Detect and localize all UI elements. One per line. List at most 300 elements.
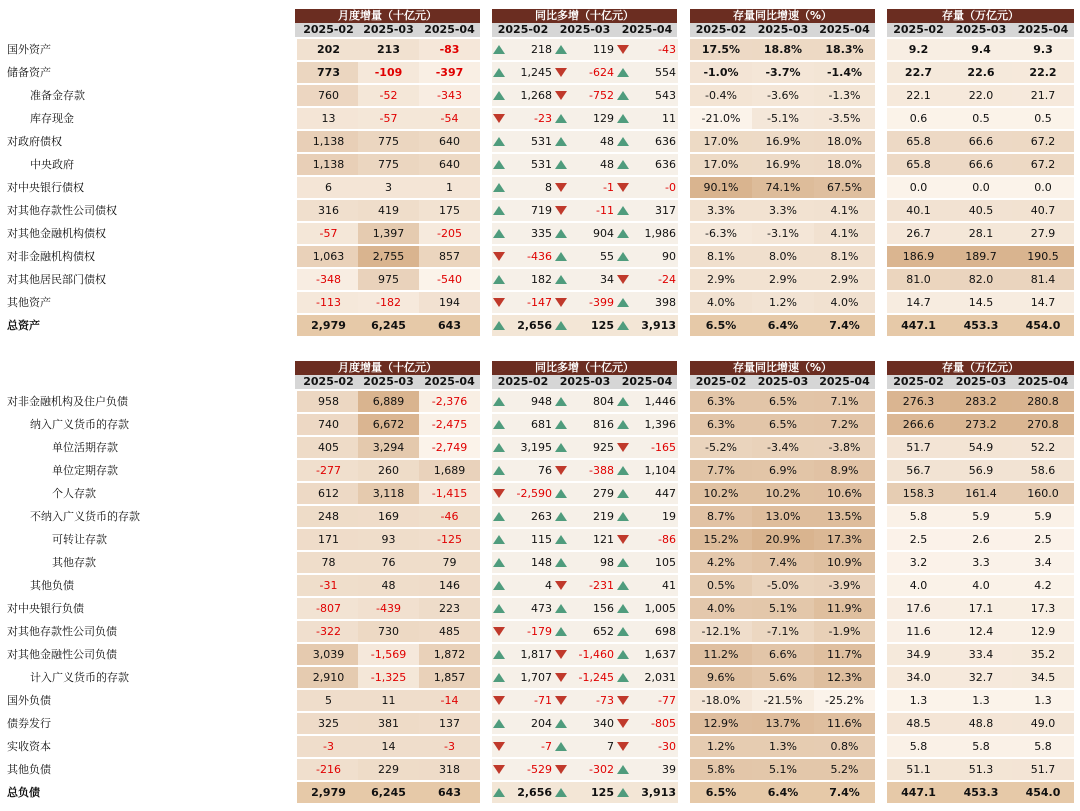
month-header-cell: 2025-03 <box>757 375 809 388</box>
growth-cell: 18.0% <box>814 154 875 175</box>
growth-cell: -7.1% <box>752 621 814 642</box>
down-arrow-icon <box>616 177 630 198</box>
stock-cell: 4.2 <box>1012 575 1074 596</box>
inc-cell: -83 <box>419 39 480 60</box>
group-header-inc: 月度增量（十亿元） <box>295 361 480 375</box>
growth-cell: 6.6% <box>752 644 814 665</box>
month-header-cell: 2025-04 <box>1017 23 1069 36</box>
stock-cell: 22.2 <box>1012 62 1074 83</box>
yoy-cell <box>616 108 678 129</box>
up-arrow-icon <box>554 414 568 435</box>
inc-cell: -277 <box>297 460 360 481</box>
yoy-cell <box>616 460 678 481</box>
growth-cell: 13.7% <box>752 713 814 734</box>
up-arrow-icon <box>554 223 568 244</box>
growth-cell: -3.4% <box>752 437 814 458</box>
up-arrow-icon <box>492 62 506 83</box>
growth-cell: -21.5% <box>752 690 814 711</box>
up-arrow-icon <box>616 391 630 412</box>
yoy-cell <box>554 506 616 527</box>
up-arrow-icon <box>492 391 506 412</box>
row-label: 储备资产 <box>7 66 51 79</box>
yoy-cell <box>492 713 554 734</box>
growth-cell: 7.1% <box>814 391 875 412</box>
inc-cell: -322 <box>297 621 360 642</box>
yoy-value: 925 <box>593 441 614 454</box>
yoy-cell <box>616 177 678 198</box>
up-arrow-icon <box>492 644 506 665</box>
stock-cell: 454.0 <box>1012 782 1074 803</box>
up-arrow-icon <box>616 62 630 83</box>
yoy-cell <box>492 39 554 60</box>
up-arrow-icon <box>616 414 630 435</box>
yoy-cell <box>616 713 678 734</box>
yoy-value: 3,913 <box>641 319 676 332</box>
up-arrow-icon <box>492 200 506 221</box>
yoy-value: 279 <box>593 487 614 500</box>
yoy-cell <box>554 108 616 129</box>
yoy-value: -73 <box>596 694 614 707</box>
up-arrow-icon <box>554 552 568 573</box>
inc-cell: -1,325 <box>358 667 419 688</box>
stock-cell: 51.7 <box>1012 759 1074 780</box>
stock-cell: 3.3 <box>950 552 1012 573</box>
yoy-cell <box>492 108 554 129</box>
row-label: 对其他金融性公司负债 <box>7 648 117 661</box>
row-label: 国外资产 <box>7 43 51 56</box>
up-arrow-icon <box>616 223 630 244</box>
inc-cell: 146 <box>419 575 480 596</box>
yoy-cell <box>492 391 554 412</box>
month-header-cell: 2025-04 <box>1017 375 1069 388</box>
inc-cell: -1,569 <box>358 644 419 665</box>
stock-cell: 1.3 <box>1012 690 1074 711</box>
inc-cell: 643 <box>419 782 480 803</box>
inc-cell: -3 <box>419 736 480 757</box>
yoy-cell <box>554 690 616 711</box>
stock-cell: 5.8 <box>887 736 950 757</box>
yoy-value: -388 <box>589 464 614 477</box>
yoy-value: 816 <box>593 418 614 431</box>
inc-cell: -439 <box>358 598 419 619</box>
stock-cell: 51.3 <box>950 759 1012 780</box>
yoy-value: 1,986 <box>644 227 676 240</box>
up-arrow-icon <box>616 108 630 129</box>
stock-cell: 33.4 <box>950 644 1012 665</box>
growth-cell: 18.3% <box>814 39 875 60</box>
yoy-value: 531 <box>531 135 552 148</box>
yoy-cell <box>492 437 554 458</box>
stock-cell: 158.3 <box>887 483 950 504</box>
growth-cell: 4.2% <box>690 552 752 573</box>
inc-cell: 3,118 <box>358 483 419 504</box>
stock-cell: 81.0 <box>887 269 950 290</box>
yoy-cell <box>616 759 678 780</box>
liabilities-row <box>0 551 1080 574</box>
up-arrow-icon <box>492 85 506 106</box>
row-label: 纳入广义货币的存款 <box>30 418 129 431</box>
stock-cell: 14.7 <box>1012 292 1074 313</box>
inc-cell: 325 <box>297 713 360 734</box>
inc-cell: 775 <box>358 131 419 152</box>
up-arrow-icon <box>616 483 630 504</box>
yoy-value: 3,195 <box>520 441 552 454</box>
growth-cell: 9.6% <box>690 667 752 688</box>
growth-cell: 2.9% <box>690 269 752 290</box>
up-arrow-icon <box>616 131 630 152</box>
yoy-value: 1,817 <box>520 648 552 661</box>
yoy-value: 335 <box>531 227 552 240</box>
up-arrow-icon <box>616 292 630 313</box>
down-arrow-icon <box>554 62 568 83</box>
yoy-cell <box>554 736 616 757</box>
up-arrow-icon <box>554 39 568 60</box>
up-arrow-icon <box>492 529 506 550</box>
yoy-value: 398 <box>655 296 676 309</box>
inc-cell: -54 <box>419 108 480 129</box>
row-label: 可转让存款 <box>52 533 107 546</box>
yoy-value: -43 <box>658 43 676 56</box>
stock-cell: 454.0 <box>1012 315 1074 336</box>
stock-cell: 14.7 <box>887 292 950 313</box>
yoy-cell <box>492 85 554 106</box>
stock-cell: 17.6 <box>887 598 950 619</box>
inc-cell: 958 <box>297 391 360 412</box>
yoy-value: -1,460 <box>578 648 614 661</box>
growth-cell: -5.2% <box>690 437 752 458</box>
stock-cell: 0.0 <box>887 177 950 198</box>
liabilities-row <box>0 735 1080 758</box>
liabilities-row <box>0 505 1080 528</box>
stock-cell: 0.5 <box>950 108 1012 129</box>
yoy-value: 1,637 <box>644 648 676 661</box>
stock-cell: 17.1 <box>950 598 1012 619</box>
yoy-value: 41 <box>662 579 676 592</box>
yoy-cell <box>554 131 616 152</box>
month-header-cell: 2025-02 <box>497 375 549 388</box>
stock-cell: 66.6 <box>950 154 1012 175</box>
growth-cell: 13.0% <box>752 506 814 527</box>
growth-cell: 6.4% <box>752 315 814 336</box>
growth-cell: 0.8% <box>814 736 875 757</box>
yoy-cell <box>616 644 678 665</box>
up-arrow-icon <box>492 598 506 619</box>
month-header-cell: 2025-04 <box>621 375 673 388</box>
month-header-cell: 2025-02 <box>497 23 549 36</box>
stock-cell: 35.2 <box>1012 644 1074 665</box>
yoy-value: 98 <box>600 556 614 569</box>
yoy-cell <box>616 246 678 267</box>
yoy-cell <box>554 667 616 688</box>
yoy-cell <box>616 391 678 412</box>
inc-cell: 740 <box>297 414 360 435</box>
stock-cell: 40.5 <box>950 200 1012 221</box>
inc-cell: 381 <box>358 713 419 734</box>
yoy-value: 76 <box>538 464 552 477</box>
yoy-cell <box>554 246 616 267</box>
inc-cell: 223 <box>419 598 480 619</box>
growth-cell: 4.0% <box>690 598 752 619</box>
stock-cell: 5.9 <box>1012 506 1074 527</box>
yoy-value: 719 <box>531 204 552 217</box>
yoy-cell <box>492 315 554 336</box>
inc-cell: -3 <box>297 736 360 757</box>
up-arrow-icon <box>492 315 506 336</box>
month-header-cell: 2025-03 <box>559 375 611 388</box>
yoy-cell <box>492 483 554 504</box>
growth-cell: 2.9% <box>752 269 814 290</box>
growth-cell: -21.0% <box>690 108 752 129</box>
yoy-cell <box>492 246 554 267</box>
growth-cell: -1.0% <box>690 62 752 83</box>
yoy-value: 554 <box>655 66 676 79</box>
stock-cell: 5.8 <box>950 736 1012 757</box>
growth-cell: 10.9% <box>814 552 875 573</box>
liabilities-row <box>0 413 1080 436</box>
down-arrow-icon <box>616 529 630 550</box>
growth-cell: -3.1% <box>752 223 814 244</box>
yoy-cell <box>554 713 616 734</box>
month-header-cell: 2025-03 <box>955 375 1007 388</box>
yoy-cell <box>554 483 616 504</box>
growth-cell: 18.0% <box>814 131 875 152</box>
growth-cell: -6.3% <box>690 223 752 244</box>
yoy-value: 1,245 <box>520 66 552 79</box>
yoy-cell <box>554 177 616 198</box>
inc-cell: 48 <box>358 575 419 596</box>
growth-cell: 5.2% <box>814 759 875 780</box>
yoy-value: 317 <box>655 204 676 217</box>
liabilities-row <box>0 459 1080 482</box>
growth-cell: 74.1% <box>752 177 814 198</box>
stock-cell: 28.1 <box>950 223 1012 244</box>
yoy-value: 48 <box>600 158 614 171</box>
stock-cell: 12.4 <box>950 621 1012 642</box>
yoy-value: 1,707 <box>520 671 552 684</box>
yoy-cell <box>554 154 616 175</box>
growth-cell: 16.9% <box>752 131 814 152</box>
stock-cell: 186.9 <box>887 246 950 267</box>
down-arrow-icon <box>492 736 506 757</box>
inc-cell: 1,872 <box>419 644 480 665</box>
yoy-value: 115 <box>531 533 552 546</box>
yoy-value: -30 <box>658 740 676 753</box>
inc-cell: 1,138 <box>297 154 360 175</box>
yoy-cell <box>554 644 616 665</box>
yoy-value: 340 <box>593 717 614 730</box>
liabilities-row <box>0 528 1080 551</box>
month-header-cell: 2025-03 <box>559 23 611 36</box>
yoy-value: -529 <box>527 763 552 776</box>
growth-cell: 6.3% <box>690 391 752 412</box>
yoy-cell <box>554 575 616 596</box>
inc-cell: 6 <box>297 177 360 198</box>
growth-cell: 6.5% <box>690 782 752 803</box>
inc-cell: 405 <box>297 437 360 458</box>
growth-cell: 7.4% <box>752 552 814 573</box>
row-label: 对中央银行债权 <box>7 181 84 194</box>
stock-cell: 22.0 <box>950 85 1012 106</box>
row-label: 对其他金融机构债权 <box>7 227 106 240</box>
stock-cell: 0.0 <box>1012 177 1074 198</box>
yoy-value: -23 <box>534 112 552 125</box>
up-arrow-icon <box>492 154 506 175</box>
stock-cell: 447.1 <box>887 782 950 803</box>
stock-cell: 12.9 <box>1012 621 1074 642</box>
yoy-value: 1,446 <box>644 395 676 408</box>
down-arrow-icon <box>554 460 568 481</box>
yoy-cell <box>616 437 678 458</box>
row-label: 对其他存款性公司债权 <box>7 204 117 217</box>
stock-cell: 34.5 <box>1012 667 1074 688</box>
stock-cell: 5.8 <box>887 506 950 527</box>
yoy-cell <box>616 85 678 106</box>
liabilities-row <box>0 390 1080 413</box>
stock-cell: 14.5 <box>950 292 1012 313</box>
yoy-cell <box>616 223 678 244</box>
stock-cell: 67.2 <box>1012 131 1074 152</box>
month-header-cell: 2025-04 <box>424 375 475 388</box>
yoy-value: 219 <box>593 510 614 523</box>
row-label: 对中央银行负债 <box>7 602 84 615</box>
yoy-cell <box>554 759 616 780</box>
inc-cell: 260 <box>358 460 419 481</box>
growth-cell: -3.9% <box>814 575 875 596</box>
stock-cell: 9.2 <box>887 39 950 60</box>
inc-cell: 975 <box>358 269 419 290</box>
yoy-value: 698 <box>655 625 676 638</box>
inc-cell: 76 <box>358 552 419 573</box>
yoy-cell <box>616 690 678 711</box>
down-arrow-icon <box>492 108 506 129</box>
yoy-value: 263 <box>531 510 552 523</box>
row-label: 实收资本 <box>7 740 51 753</box>
up-arrow-icon <box>554 621 568 642</box>
yoy-cell <box>492 62 554 83</box>
up-arrow-icon <box>616 621 630 642</box>
yoy-value: 7 <box>607 740 614 753</box>
stock-cell: 4.0 <box>887 575 950 596</box>
inc-cell: 78 <box>297 552 360 573</box>
inc-cell: 175 <box>419 200 480 221</box>
up-arrow-icon <box>492 713 506 734</box>
stock-cell: 161.4 <box>950 483 1012 504</box>
growth-cell: 17.5% <box>690 39 752 60</box>
inc-cell: 485 <box>419 621 480 642</box>
row-label: 其他资产 <box>7 296 51 309</box>
down-arrow-icon <box>492 690 506 711</box>
assets-row <box>0 84 1080 107</box>
inc-cell: 248 <box>297 506 360 527</box>
up-arrow-icon <box>492 177 506 198</box>
inc-cell: 11 <box>358 690 419 711</box>
stock-cell: 21.7 <box>1012 85 1074 106</box>
month-header-cell: 2025-02 <box>893 375 944 388</box>
inc-cell: 194 <box>419 292 480 313</box>
stock-cell: 22.7 <box>887 62 950 83</box>
inc-cell: 2,979 <box>297 782 360 803</box>
yoy-cell <box>616 782 678 803</box>
growth-cell: 7.7% <box>690 460 752 481</box>
up-arrow-icon <box>492 437 506 458</box>
yoy-cell <box>492 644 554 665</box>
down-arrow-icon <box>554 200 568 221</box>
inc-cell: 213 <box>358 39 419 60</box>
assets-row <box>0 199 1080 222</box>
month-header-cell: 2025-04 <box>621 23 673 36</box>
yoy-cell <box>492 506 554 527</box>
inc-cell: 202 <box>297 39 360 60</box>
liabilities-row <box>0 689 1080 712</box>
stock-cell: 48.8 <box>950 713 1012 734</box>
yoy-value: -302 <box>589 763 614 776</box>
yoy-value: 1,104 <box>644 464 676 477</box>
liabilities-row <box>0 597 1080 620</box>
month-header-cell: 2025-02 <box>893 23 944 36</box>
stock-cell: 40.1 <box>887 200 950 221</box>
yoy-value: 119 <box>593 43 614 56</box>
assets-row <box>0 291 1080 314</box>
assets-row <box>0 222 1080 245</box>
yoy-value: 681 <box>531 418 552 431</box>
growth-cell: 6.5% <box>690 315 752 336</box>
yoy-value: 182 <box>531 273 552 286</box>
inc-cell: 773 <box>297 62 360 83</box>
growth-cell: 12.9% <box>690 713 752 734</box>
growth-cell: 10.2% <box>752 483 814 504</box>
yoy-cell <box>616 131 678 152</box>
month-header-cell: 2025-02 <box>303 375 354 388</box>
group-header-growth: 存量同比增速（%） <box>690 9 875 23</box>
stock-cell: 32.7 <box>950 667 1012 688</box>
inc-cell: 1 <box>419 177 480 198</box>
row-label: 单位定期存款 <box>52 464 118 477</box>
growth-cell: 7.4% <box>814 315 875 336</box>
assets-row <box>0 107 1080 130</box>
yoy-value: 8 <box>545 181 552 194</box>
up-arrow-icon <box>616 644 630 665</box>
inc-cell: 2,755 <box>358 246 419 267</box>
inc-cell: 2,910 <box>297 667 360 688</box>
up-arrow-icon <box>554 529 568 550</box>
up-arrow-icon <box>616 246 630 267</box>
yoy-cell <box>492 690 554 711</box>
stock-cell: 453.3 <box>950 315 1012 336</box>
group-header-stock: 存量（万亿元） <box>887 361 1074 375</box>
stock-cell: 4.0 <box>950 575 1012 596</box>
yoy-cell <box>554 62 616 83</box>
yoy-cell <box>616 621 678 642</box>
yoy-value: -624 <box>589 66 614 79</box>
inc-cell: 6,672 <box>358 414 419 435</box>
stock-cell: 283.2 <box>950 391 1012 412</box>
growth-cell: 8.9% <box>814 460 875 481</box>
stock-cell: 1.3 <box>950 690 1012 711</box>
month-header-cell: 2025-03 <box>955 23 1007 36</box>
yoy-cell <box>616 736 678 757</box>
growth-cell: 8.0% <box>752 246 814 267</box>
yoy-value: -1,245 <box>578 671 614 684</box>
yoy-cell <box>492 552 554 573</box>
yoy-value: 156 <box>593 602 614 615</box>
inc-cell: 14 <box>358 736 419 757</box>
down-arrow-icon <box>492 246 506 267</box>
inc-cell: 1,689 <box>419 460 480 481</box>
growth-cell: 15.2% <box>690 529 752 550</box>
month-header-cell: 2025-03 <box>757 23 809 36</box>
growth-cell: -25.2% <box>814 690 875 711</box>
yoy-cell <box>554 223 616 244</box>
